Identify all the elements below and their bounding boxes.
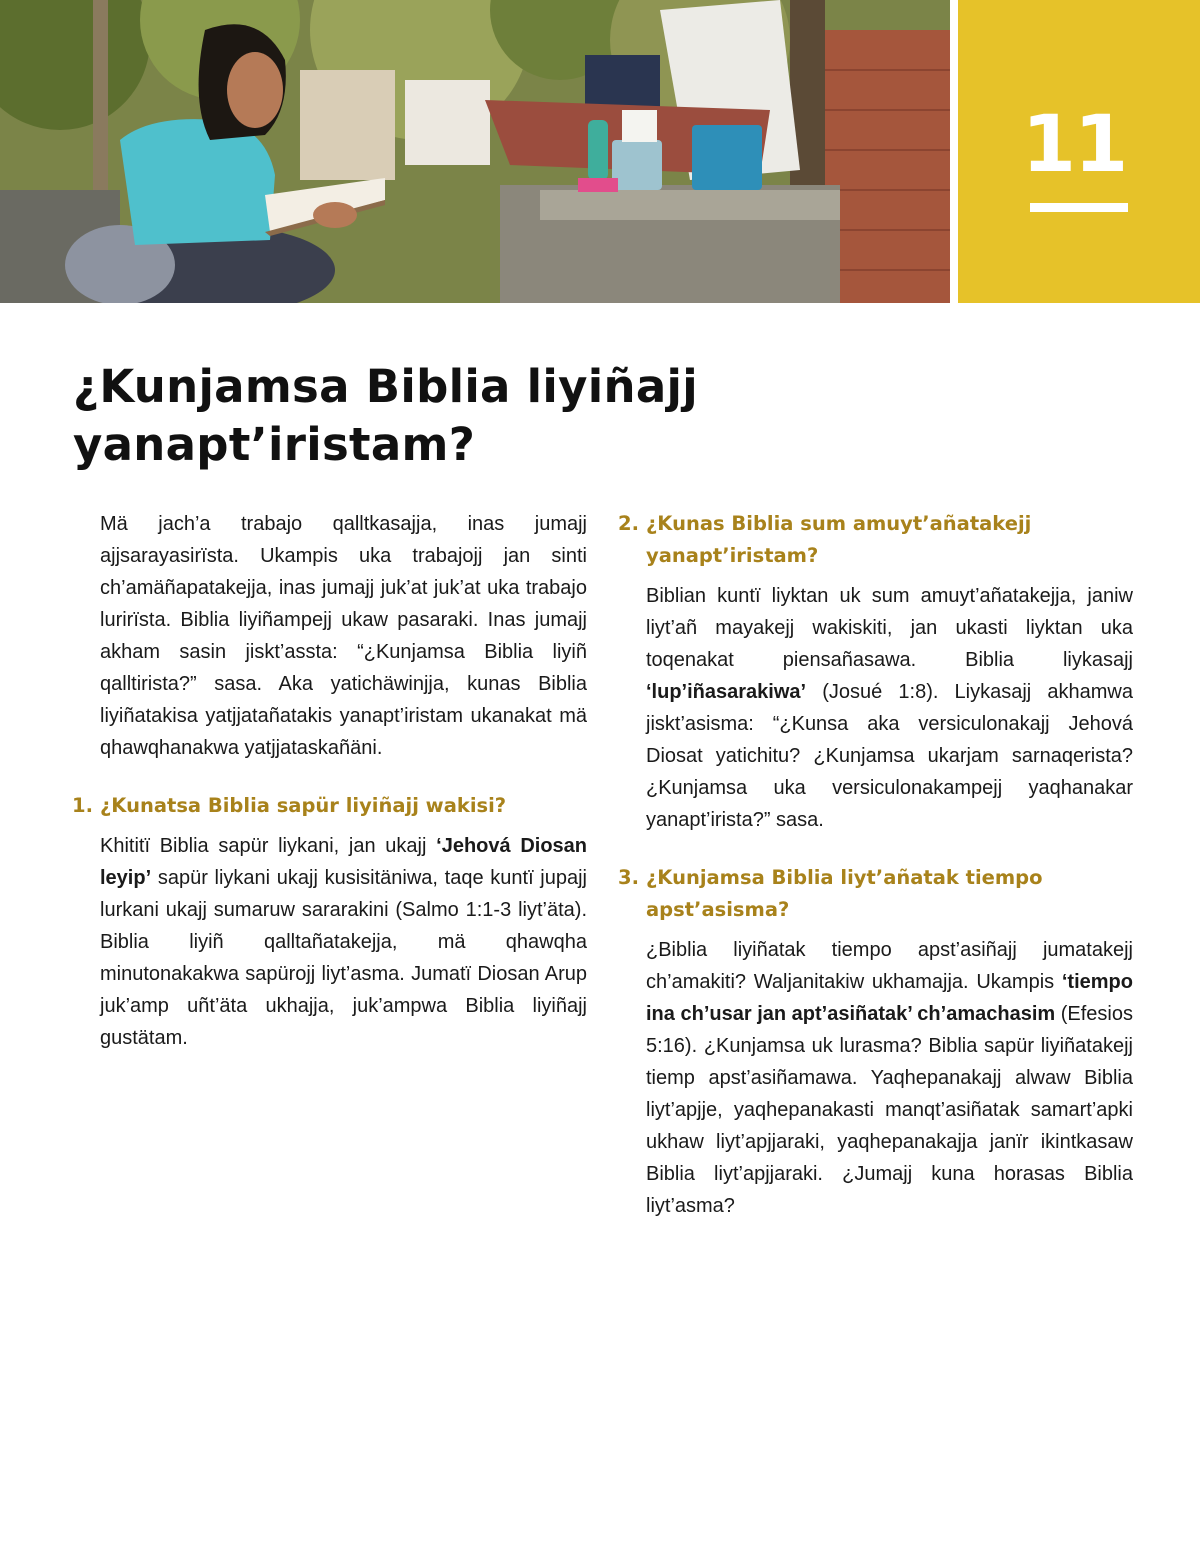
section-3-question-text: ¿Kunjamsa Biblia liyt’añatak tiempo apst’asisma? [646, 866, 1043, 921]
right-column [618, 508, 1133, 1222]
section-1-answer-part-2: sapür liykani ukajj kusisitäniwa, taqe kuntï jupajj lurkani ukajj sumaruw sararakini (Salmo 1:1-3 liyt’äta). Biblia liyiñ qalltañatakejja, mä qhawqha minutonakakwa sapürojj liyt’asma. Jumatï Diosan Arup juk’amp uñt’äta ukhajja, juk’ampwa Biblia liyiñajj gustätam. [100, 867, 587, 1049]
lesson-badge [958, 0, 1200, 303]
section-2-answer-part-2: (Josué 1:8). Liykasajj akhamwa jiskt’asisma: “¿Kunsa aka versiculonakajj Jehová Diosat yatichitu? ¿Kunjamsa ukarjam sarnaqerista? ¿Kunjamsa uka versiculonakampejj yaqhanakar yanapt’irista?” sasa. [646, 681, 1133, 831]
section-1-number: 1. [72, 794, 93, 817]
section-3-answer-part-2: (Efesios 5:16). ¿Kunjamsa uk lurasma? Biblia sapür liyiñatakejj tiemp apst’asiñamawa. Yaqhepanakajj alwaw Biblia liyt’apjje, yaqhepanakasti manqt’asiñatak samart’apki ukhaw liyt’apjjaraki, yaqhepanakajja janïr ikintkasaw Biblia liyt’apjjaraki. ¿Jumajj kuna horasas Biblia liyt’asma? [646, 1003, 1133, 1217]
section-2-number: 2. [618, 512, 639, 535]
section-3-answer [646, 934, 1133, 1222]
section-2-question [618, 508, 1133, 572]
photo-scene [0, 0, 950, 303]
section-3-answer-part-1: ¿Biblia liyiñatak tiempo apst’asiñajj jumatakejj ch’amakiti? Waljanitakiw ukhamajja. Ukampis [646, 939, 1133, 993]
lesson-number: 11 [1021, 100, 1127, 190]
title-line-1: ¿Kunjamsa Biblia liyiñajj [73, 360, 698, 413]
page-title [73, 358, 873, 474]
lesson-number-underline [1030, 203, 1128, 212]
section-1-question-text: ¿Kunatsa Biblia sapür liyiñajj wakisi? [100, 794, 507, 817]
section-1-question [72, 790, 587, 822]
intro-paragraph: Mä jach’a trabajo qalltkasajja, inas jumajj ajjsarayasirïsta. Ukampis uka trabajojj jan sinti ch’amäñapatakejja, inas jumajj juk’at juk’at uka trabajo lurirïsta. Biblia liyiñampejj ukaw pasaraki. Inas jumajj akham sasin jiskt’assta: “¿Kunjamsa Biblia liyiñ qalltirista?” sasa. Aka yatichäwinjja, kunas Biblia liyiñatakisa yatjjatañatakis yanapt’iristam ukanakat mä qhawqhanakwa yatjjataskañäni. [100, 513, 587, 759]
title-line-2: yanapt’iristam? [73, 418, 476, 471]
header-photo [0, 0, 950, 303]
section-1-answer [100, 830, 587, 1054]
section-2-question-text: ¿Kunas Biblia sum amuyt’añatakejj yanapt’iristam? [646, 512, 1032, 567]
section-2-answer-part-1: Biblian kuntï liyktan uk sum amuyt’añatakejja, janiw liyt’añ mayakejj wakiskiti, jan ukasti liyktan uka toqenakat piensañasawa. Biblia liykasajj [646, 585, 1133, 671]
section-1-answer-emphasis: ‘Jehová Diosan leyip’ [100, 835, 588, 889]
section-1-answer-part-1: Khititï Biblia sapür liykani, jan ukajj [100, 835, 437, 857]
section-3-answer-emphasis: ‘tiempo ina ch’usar jan apt’asiñatak’ ch’amachasim [646, 971, 1133, 1025]
section-2-answer [646, 580, 1133, 836]
section-2-answer-emphasis: ‘lup’iñasarakiwa’ [646, 681, 807, 703]
section-3-number: 3. [618, 866, 639, 889]
section-3-question [618, 862, 1133, 926]
left-column [72, 508, 588, 1054]
